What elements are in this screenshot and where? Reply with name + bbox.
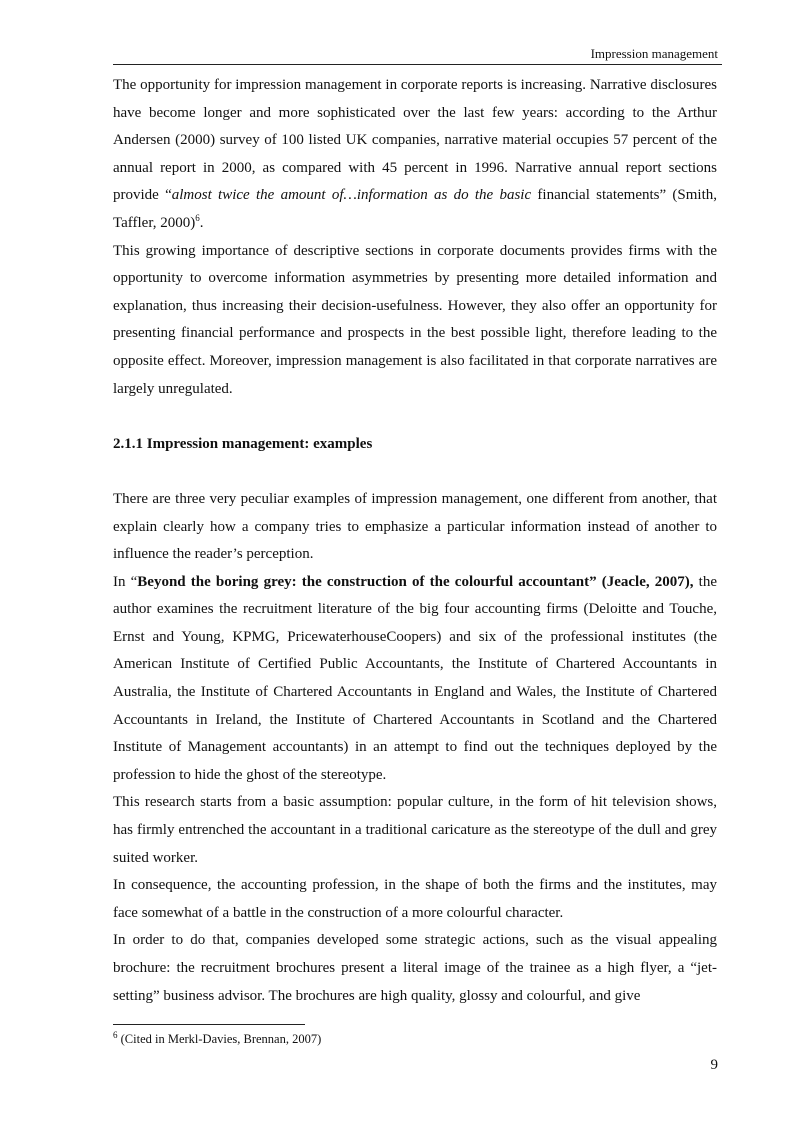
running-header: Impression management bbox=[590, 46, 718, 61]
page-number: 9 bbox=[710, 1057, 718, 1073]
body-text bbox=[113, 72, 717, 1010]
footnote bbox=[113, 1029, 322, 1047]
paragraph-1-quote: almost twice the amount of…information as do the basic bbox=[171, 187, 532, 204]
header-rule bbox=[113, 64, 722, 65]
paragraph-3: There are three very peculiar examples of impression management, one different from another, that explain clearly how a company tries to emphasize a particular information instead of another to influence the reader’s perception. bbox=[113, 490, 717, 563]
paragraph-1-end: . bbox=[199, 214, 204, 231]
section-heading: 2.1.1 Impression management: examples bbox=[113, 435, 373, 452]
paragraph-1-text: The opportunity for impression management in corporate reports is increasing. Narrative disclosures have become longer and more sophisticated over the last few years: according to the Arthur Andersen (2000) survey of 100 listed UK companies, narrative material occupies 57 percent of the annual report in 2000, as compared with 45 percent in 1996. Narrative annual report sections provide “ bbox=[113, 77, 717, 204]
footnote-reference: 6 bbox=[195, 212, 200, 223]
footnote-text: (Cited in Merkl-Davies, Brennan, 2007) bbox=[117, 1032, 322, 1046]
footnote-rule bbox=[113, 1024, 305, 1025]
paragraph-4-title: Beyond the boring grey: the construction of the colourful accountant” (Jeacle, 2007), bbox=[137, 573, 694, 590]
paragraph-2: This growing importance of descriptive sections in corporate documents provides firms with the opportunity to overcome information asymmetries by presenting more detailed information and explanation, thus increasing their decision-usefulness. However, they also offer an opportunity for presenting financial performance and prospects in the best possible light, therefore leading to the opposite effect. Moreover, impression management is also facilitated in that corporate narratives are largely unregulated. bbox=[113, 242, 717, 397]
footnote-marker: 6 bbox=[113, 1029, 118, 1040]
paragraph-4-intro: In “ bbox=[113, 573, 138, 590]
paragraph-1 bbox=[113, 72, 717, 238]
paragraph-6: In consequence, the accounting profession, in the shape of both the firms and the institutes, may face somewhat of a battle in the construction of a more colourful character. bbox=[113, 877, 717, 921]
paragraph-4-text: the author examines the recruitment literature of the big four accounting firms (Deloitte and Touche, Ernst and Young, KPMG, PricewaterhouseCoopers) and six of the professional institutes (the American Institute of Certified Public Accountants, the Institute of Chartered Accountants in Australia, the Institute of Chartered Accountants in England and Wales, the Institute of Chartered Accountants in Ireland, the Institute of Chartered Accountants in Scotland and the Chartered Institute of Management accountants) in an attempt to find out the techniques deployed by the profession to hide the ghost of the stereotype. bbox=[113, 573, 717, 783]
paragraph-4 bbox=[113, 569, 717, 790]
paragraph-7: In order to do that, companies developed some strategic actions, such as the visual appealing brochure: the recruitment brochures present a literal image of the trainee as a high flyer, a “jet-setting” business advisor. The brochures are high quality, glossy and colourful, and give bbox=[113, 932, 717, 1004]
paragraph-5: This research starts from a basic assumption: popular culture, in the form of hit television shows, has firmly entrenched the accountant in a traditional caricature as the stereotype of the dull and grey suited worker. bbox=[113, 794, 717, 866]
paragraph-1-citation: financial statements” (Smith, Taffler, 2000) bbox=[113, 187, 718, 231]
